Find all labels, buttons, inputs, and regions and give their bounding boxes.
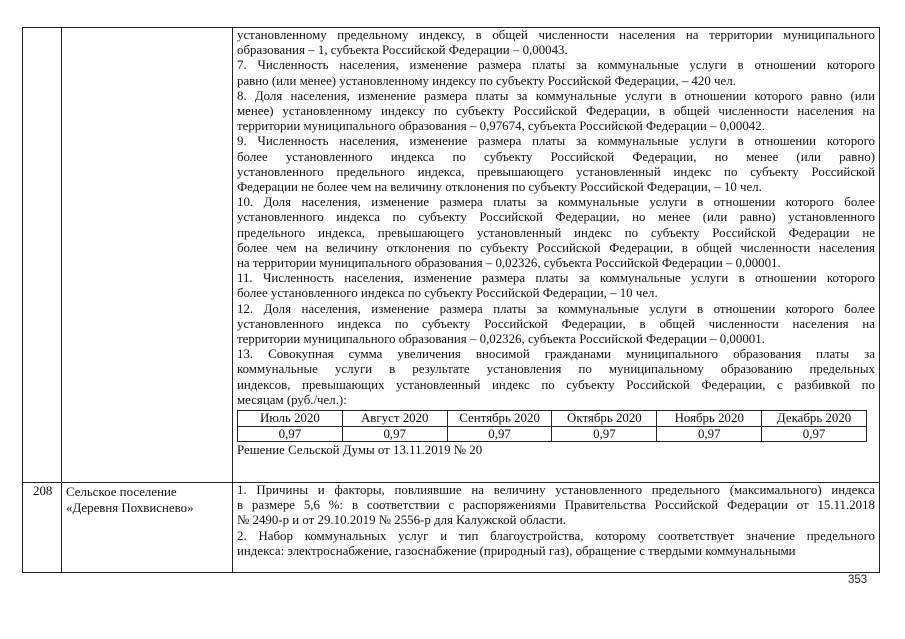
page-number: 353 (848, 574, 868, 586)
paragraph (237, 134, 875, 195)
text-line: 12. Доля населения, изменение размера платы за коммунальные услуги в отношении которого более (237, 301, 875, 316)
text-line: 13. Совокупная сумма увеличения вносимой гражданами муниципального образования платы за (237, 347, 875, 362)
paragraph (237, 483, 875, 529)
entry-number: 208 (23, 483, 62, 573)
table-row-208 (23, 483, 880, 573)
text-line: установленному предельному индексу, в общей численности населения на территории муниципального (237, 28, 875, 42)
text-line: 9. Численность населения, изменение размера платы за коммунальные услуги в отношении которого (237, 134, 875, 149)
month-header-cell: Июль 2020 (238, 411, 343, 427)
paragraph (237, 89, 875, 135)
text-line: территории муниципального образования – 0,02326, субъекта Российской Федерации – 0,00001. (237, 332, 765, 347)
month-header-cell: Ноябрь 2020 (657, 411, 762, 427)
text-line: установленного индекса по субъекту Российской Федерации, в общей численности населения на (237, 316, 875, 331)
text-line: 8. Доля населения, изменение размера платы за коммунальные услуги в отношении которого равно (или (237, 88, 875, 103)
months-header-row (238, 411, 867, 427)
continuation-cell (233, 28, 880, 483)
text-line: Федерации не более чем на величину отклонения по субъекту Российской Федерации, – 10 чел. (237, 180, 762, 195)
entry-name-line: Сельское поселение (66, 485, 177, 499)
month-value-cell: 0,97 (342, 426, 447, 442)
month-value-cell: 0,97 (238, 426, 343, 442)
continuation-items (237, 58, 875, 408)
text-line: месяцам (руб./чел.): (237, 392, 347, 407)
decision-text: Решение Сельской Думы от 13.11.2019 № 20 (237, 443, 483, 458)
paragraph (237, 302, 875, 348)
month-header-cell: Октябрь 2020 (552, 411, 657, 427)
month-value-cell: 0,97 (552, 426, 657, 442)
paragraph (237, 347, 875, 408)
text-line: 2. Набор коммунальных услуг и тип благоустройства, которому соответствует значение предельного (237, 528, 875, 543)
month-value-cell: 0,97 (447, 426, 552, 442)
text-line: более установленного индекса по субъекту Российской Федерации, но менее (или равно) (237, 149, 875, 164)
text-line: в размере 5,6 %: в соответствии с распоряжениями Правительства Российской Федерации от 15.11.2018 (237, 498, 875, 513)
table-row-continuation (23, 28, 880, 483)
month-value-cell: 0,97 (762, 426, 867, 442)
text-line: индексов, превышающих установленный индекс по субъекту Российской Федерации, с разбивкой по (237, 377, 875, 392)
month-header-cell: Декабрь 2020 (762, 411, 867, 427)
paragraph (237, 58, 875, 88)
month-header-cell: Сентябрь 2020 (447, 411, 552, 427)
name-cell-empty (62, 28, 233, 483)
text-line: 11. Численность населения, изменение размера платы за коммунальные услуги в отношении которого (237, 271, 875, 286)
number-cell-empty (23, 28, 62, 483)
text-line: предельного индекса, превышающего установленный индекс по субъекту Российской Федерации не (237, 225, 875, 240)
text-line: индекса: электроснабжение, газоснабжение (природный газ), обращение с твердыми коммунальными (237, 543, 796, 558)
text-line: 10. Доля населения, изменение размера платы за коммунальные услуги в отношении которого более (237, 195, 875, 210)
text-line: на территории муниципального образования – 0,02326, субъекта Российской Федерации – 0,00001. (237, 256, 781, 271)
text-line: территории муниципального образования – 0,97674, субъекта Российской Федерации – 0,00042. (237, 119, 765, 134)
entry-body (233, 483, 880, 573)
month-value-cell: 0,97 (657, 426, 762, 442)
text-line: 1. Причины и факторы, повлиявшие на величину установленного предельного (максимального) индекса (237, 483, 875, 497)
entry-name-line: «Деревня Похвиснево» (66, 501, 194, 515)
paragraph (237, 28, 875, 58)
paragraph (237, 271, 875, 301)
text-line: коммунальные услуги в результате установления по муниципальному образованию предельных (237, 362, 875, 377)
paragraph (237, 529, 875, 559)
entry-name (62, 483, 233, 573)
continuation-text (237, 28, 875, 58)
text-line: установленного предельного индекса, превышающего установленный индекс по субъекту Российской (237, 164, 875, 179)
text-line: установленного индекса по субъекту Российской Федерации, но менее (или равно) установленного (237, 210, 875, 225)
text-line: № 2490-р и от 29.10.2019 № 2556-р для Калужской области. (237, 513, 567, 528)
text-line: 7. Численность населения, изменение размера платы за коммунальные услуги в отношении которого (237, 58, 875, 73)
paragraph (237, 195, 875, 271)
text-line: менее) установленному индексу по субъекту Российской Федерации, в общей численности населения на (237, 104, 875, 119)
entry-items (237, 483, 875, 559)
months-table (237, 410, 867, 442)
index-table (22, 27, 880, 573)
month-header-cell: Август 2020 (342, 411, 447, 427)
text-line: образования – 1, субъекта Российской Федерации – 0,00043. (237, 43, 568, 58)
text-line: более чем на величину отклонения по субъекту Российской Федерации, в общей численности населения (237, 240, 875, 255)
text-line: более установленного индекса по субъекту Российской Федерации, – 10 чел. (237, 286, 658, 301)
months-values-row (238, 426, 867, 442)
text-line: равно (или менее) установленному индексу по субъекту Российской Федерации, – 420 чел. (237, 73, 736, 88)
